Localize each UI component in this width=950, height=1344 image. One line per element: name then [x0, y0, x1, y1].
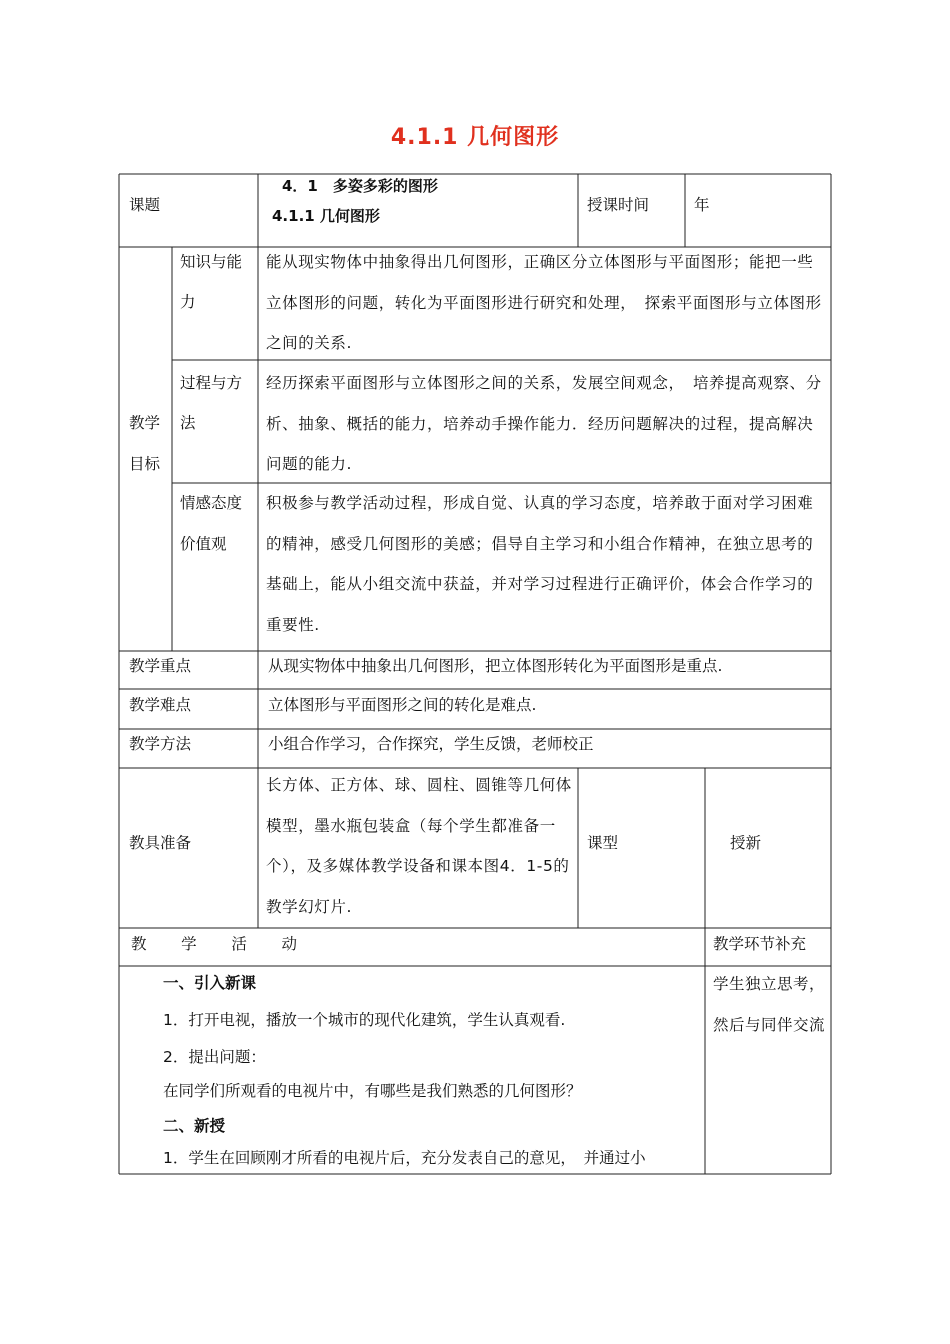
- key-point-label: 教学重点: [129, 657, 192, 675]
- key-point-text: 从现实物体中抽象出几何图形，把立体图形转化为平面图形是重点.: [268, 657, 723, 675]
- objective-name-knowledge-2: 力: [180, 293, 196, 311]
- lesson-type-label: 课型: [587, 834, 619, 852]
- supplement-label: 教学环节补充: [713, 935, 807, 953]
- objectives-label-line2: 目标: [129, 455, 161, 473]
- objective-name-process-2: 法: [180, 414, 196, 432]
- intro-question: 在同学们所观看的电视片中，有哪些是我们熟悉的几何图形？: [163, 1082, 582, 1100]
- tools-text: 长方体、正方体、球、圆柱、圆锥等几何体模型，墨水瓶包装盒（每个学生都准备一个），及多媒体教学设备和课本图4．1-5的教学幻灯片.: [266, 776, 572, 916]
- objective-name-knowledge-1: 知识与能: [180, 253, 243, 271]
- intro-step-1: 1．打开电视，播放一个城市的现代化建筑，学生认真观看.: [163, 1011, 566, 1029]
- activity-header: [131, 924, 297, 964]
- objective-text-emotion: 积极参与教学活动过程，形成自觉、认真的学习态度，培养敢于面对学习困难的精神，感受几何图形的美感；倡导自主学习和小组合作精神，在独立思考的基础上，能从小组交流中获益，并对学习过程进行正确评价，体会合作学习的重要性.: [266, 494, 814, 634]
- lesson-type-value: 授新: [730, 834, 762, 852]
- objective-text-knowledge: 能从现实物体中抽象得出几何图形，正确区分立体图形与平面图形；能把一些立体图形的问题，转化为平面图形进行研究和处理， 探索平面图形与立体图形之间的关系.: [266, 253, 822, 352]
- activity-header-char: 动: [281, 935, 297, 953]
- page-title: 4.1.1 几何图形: [390, 125, 560, 150]
- topic-line1: 4．1 多姿多彩的图形: [282, 177, 438, 195]
- method-text: 小组合作学习，合作探究，学生反馈，老师校正: [268, 735, 594, 753]
- topic-line2: 4.1.1 几何图形: [272, 207, 380, 225]
- method-label: 教学方法: [129, 735, 192, 753]
- activity-header-char: 教: [131, 935, 147, 953]
- section-heading-new: 二、新授: [163, 1117, 226, 1135]
- objective-name-emotion-1: 情感态度: [180, 494, 243, 512]
- difficulty-text: 立体图形与平面图形之间的转化是难点.: [268, 696, 537, 714]
- section-heading-intro: 一、引入新课: [163, 974, 257, 992]
- objective-text-process: 经历探索平面图形与立体图形之间的关系，发展空间观念， 培养提高观察、分析、抽象、概括的能力，培养动手操作能力．经历问题解决的过程，提高解决问题的能力.: [266, 374, 822, 473]
- objectives-label-line1: 教学: [129, 414, 161, 432]
- objective-name-process-1: 过程与方: [180, 374, 243, 392]
- intro-step-2: 2．提出问题：: [163, 1048, 266, 1066]
- new-step-1: 1．学生在回顾刚才所看的电视片后，充分发表自己的意见， 并通过小: [163, 1149, 646, 1167]
- topic-label: 课题: [129, 196, 161, 214]
- difficulty-label: 教学难点: [129, 696, 192, 714]
- time-label: 授课时间: [587, 196, 650, 214]
- tools-label: 教具准备: [129, 834, 192, 852]
- activity-header-char: 活: [231, 935, 247, 953]
- supplement-text: 学生独立思考，然后与同伴交流: [713, 975, 826, 1034]
- time-value: 年: [694, 196, 710, 214]
- objective-name-emotion-2: 价值观: [180, 535, 227, 553]
- activity-header-char: 学: [181, 935, 197, 953]
